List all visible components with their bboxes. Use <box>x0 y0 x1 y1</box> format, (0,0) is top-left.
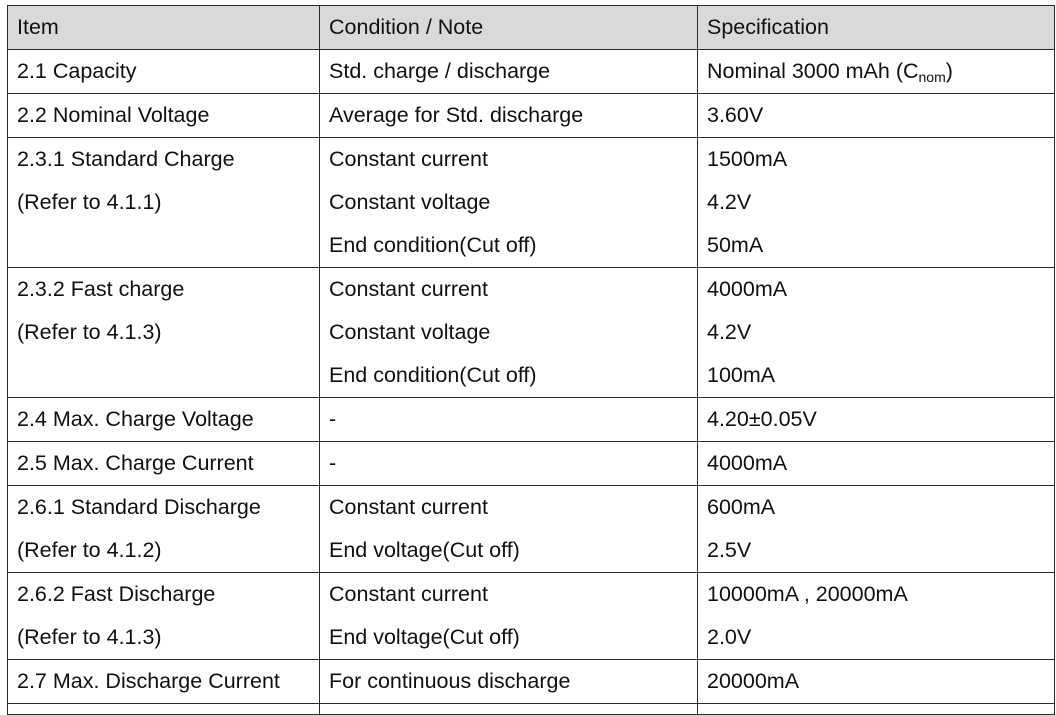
specification-line: 3.60V <box>707 103 764 127</box>
table-header <box>8 6 1055 50</box>
item-cell <box>8 486 320 573</box>
table-row <box>8 94 1055 138</box>
item-line: 2.6.1 Standard Discharge <box>17 495 261 519</box>
condition-cell <box>320 573 698 660</box>
item-line: (Refer to 4.1.1) <box>17 190 162 214</box>
header-item: Item <box>8 6 320 50</box>
item-cell <box>8 660 320 704</box>
specification-cell <box>698 486 1055 573</box>
specification-cell <box>698 442 1055 486</box>
item-line: 2.7 Max. Discharge Current <box>17 669 280 693</box>
specification-line: 4.20±0.05V <box>707 407 817 431</box>
table-row <box>8 573 1055 660</box>
condition-line: - <box>329 451 337 475</box>
condition-cell <box>320 442 698 486</box>
condition-cell <box>320 94 698 138</box>
table-body <box>8 50 1055 715</box>
table-row <box>8 138 1055 268</box>
item-cell <box>8 138 320 268</box>
condition-line: Constant voltage <box>329 320 491 344</box>
condition-line: Constant current <box>329 147 488 171</box>
specification-line: 100mA <box>707 363 776 387</box>
item-line: 2.2 Nominal Voltage <box>17 103 210 127</box>
empty-cell <box>8 704 320 715</box>
table-row <box>8 268 1055 398</box>
condition-line: Std. charge / discharge <box>329 59 551 83</box>
table-row <box>8 442 1055 486</box>
table-row-partial <box>8 704 1055 715</box>
capacity-spec-suffix: ) <box>945 59 953 83</box>
specification-line: 20000mA <box>707 669 800 693</box>
specification-cell <box>698 660 1055 704</box>
specification-cell <box>698 398 1055 442</box>
specification-line: 10000mA , 20000mA <box>707 582 908 606</box>
condition-cell <box>320 398 698 442</box>
condition-line: - <box>329 407 337 431</box>
condition-line: End voltage(Cut off) <box>329 625 520 649</box>
capacity-spec-text: Nominal 3000 mAh (C <box>707 59 919 83</box>
item-line: 2.3.1 Standard Charge <box>17 147 235 171</box>
condition-line: Average for Std. discharge <box>329 103 584 127</box>
specification-line: 1500mA <box>707 147 788 171</box>
condition-line: For continuous discharge <box>329 669 571 693</box>
item-line: (Refer to 4.1.3) <box>17 320 162 344</box>
specification-line: 4000mA <box>707 277 788 301</box>
item-line: 2.3.2 Fast charge <box>17 277 185 301</box>
capacity-spec <box>707 50 1045 93</box>
condition-line: Constant voltage <box>329 190 491 214</box>
specification-line: 2.5V <box>707 538 752 562</box>
item-line: 2.4 Max. Charge Voltage <box>17 407 254 431</box>
empty-cell <box>698 704 1055 715</box>
condition-line: Constant current <box>329 582 488 606</box>
specification-cell <box>698 94 1055 138</box>
specification-line: 50mA <box>707 233 764 257</box>
condition-line: End condition(Cut off) <box>329 233 537 257</box>
condition-line: Constant current <box>329 277 488 301</box>
table-row <box>8 486 1055 573</box>
item-cell <box>8 573 320 660</box>
header-specification: Specification <box>698 6 1055 50</box>
specification-line: 4.2V <box>707 320 752 344</box>
item-line: (Refer to 4.1.2) <box>17 538 162 562</box>
condition-line: End voltage(Cut off) <box>329 538 520 562</box>
table-row <box>8 50 1055 94</box>
item-line: 2.1 Capacity <box>17 59 137 83</box>
table-row <box>8 660 1055 704</box>
specification-line: 4.2V <box>707 190 752 214</box>
specification-line: 2.0V <box>707 625 752 649</box>
condition-line: Constant current <box>329 495 488 519</box>
condition-cell <box>320 138 698 268</box>
condition-line: End condition(Cut off) <box>329 363 537 387</box>
item-line: 2.5 Max. Charge Current <box>17 451 254 475</box>
item-line: (Refer to 4.1.3) <box>17 625 162 649</box>
header-row <box>8 6 1055 50</box>
specification-line: 4000mA <box>707 451 788 475</box>
condition-cell <box>320 486 698 573</box>
item-cell <box>8 442 320 486</box>
item-cell <box>8 268 320 398</box>
specification-cell <box>698 268 1055 398</box>
specification-line: 600mA <box>707 495 776 519</box>
capacity-spec-subscript: nom <box>918 69 946 85</box>
empty-cell <box>320 704 698 715</box>
header-condition: Condition / Note <box>320 6 698 50</box>
specification-cell <box>698 138 1055 268</box>
specification-cell <box>698 573 1055 660</box>
specification-table <box>7 5 1055 715</box>
item-cell <box>8 50 320 94</box>
item-cell <box>8 94 320 138</box>
item-cell <box>8 398 320 442</box>
condition-cell <box>320 50 698 94</box>
item-line: 2.6.2 Fast Discharge <box>17 582 216 606</box>
specification-cell <box>698 50 1055 94</box>
condition-cell <box>320 268 698 398</box>
condition-cell <box>320 660 698 704</box>
table-row <box>8 398 1055 442</box>
